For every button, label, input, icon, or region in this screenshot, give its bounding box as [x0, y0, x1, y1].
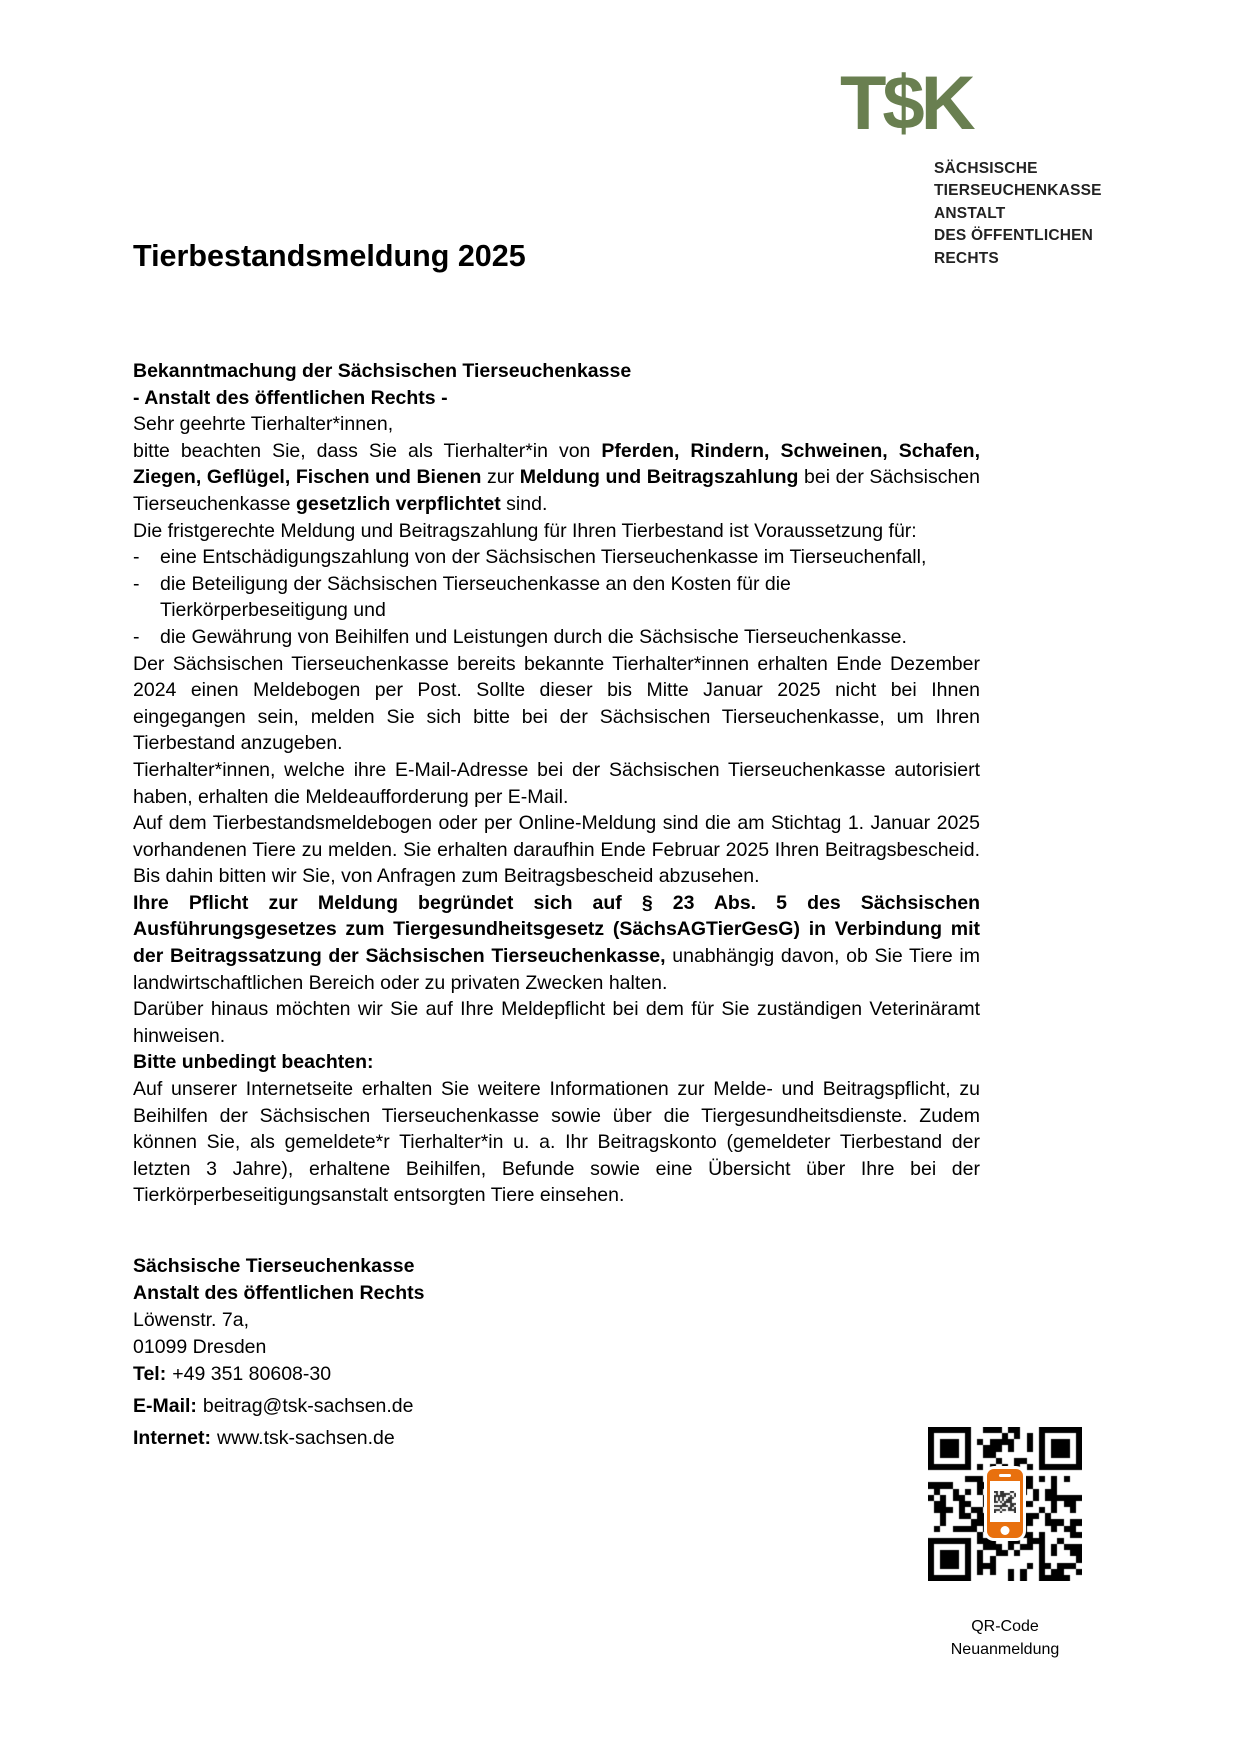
contact-street: Löwenstr. 7a,: [133, 1309, 249, 1331]
paragraph-meldebogen: [133, 651, 980, 811]
mini-qr-icon: [994, 1491, 1016, 1513]
contact-city: 01099 Dresden: [133, 1336, 267, 1358]
website-url: www.tsk-sachsen.de: [217, 1427, 395, 1449]
beachten-body: Auf unserer Internetseite erhalten Sie weitere Informationen zur Melde- und Beitragspflicht, zu Beihilfen der Sächsischen Tierseuchenkasse sowie über die Tiergesundheitsdienste. Zudem können Sie, als gemeldete*r Tierhalter*in u. a. Ihr Beitragskonto (gemeldeter Tierbestand der letzten 3 Jahre), erhaltene Beihilfen, Befunde sowie eine Übersicht über Ihre bei der Tierkörperbeseitigungsanstalt entsorgten Tiere einsehen.: [133, 1078, 980, 1207]
requirements-heading: Die fristgerechte Meldung und Beitragszahlung für Ihren Tierbestand ist Voraussetzung für:: [133, 519, 917, 542]
list-item-text: eine Entschädigungszahlung von der Sächsischen Tierseuchenkasse im Tierseuchenfall,: [160, 546, 927, 569]
email-label: E-Mail:: [133, 1395, 197, 1417]
contact-org-name: Sächsische Tierseuchenkasse: [133, 1255, 415, 1277]
logo-org-line: SÄCHSISCHE: [934, 160, 1038, 177]
contact-block: [133, 1253, 980, 1452]
list-item: [133, 624, 980, 651]
list-item-text: die Gewährung von Beihilfen und Leistungen durch die Sächsische Tierseuchenkasse.: [160, 625, 907, 648]
phone-label: Tel:: [133, 1363, 167, 1385]
bullet-dash: -: [133, 546, 140, 569]
qr-caption-line-1: QR-Code: [971, 1618, 1039, 1635]
list-item-text: die Beteiligung der Sächsischen Tierseuchenkasse an den Kosten für die Tierkörperbeseitigung und: [160, 572, 791, 622]
list-item: [133, 571, 980, 624]
logo-org-line: ANSTALT: [934, 204, 1006, 222]
paragraph-intro: bitte beachten Sie, dass Sie als Tierhalter*in von Pferden, Rindern, Schweinen, Schafen, Ziegen, Geflügel, Fischen und Bienen zur Meldung und Beitragszahlung bei der Sächsischen Tierseuchenkasse gesetzlich verpflichtet sind.: [133, 439, 980, 515]
paragraph-requirements: [133, 518, 980, 651]
paragraph-beachten: [133, 1049, 980, 1209]
logo-org-line: TIERSEUCHENKASSE: [934, 182, 1102, 200]
announcement-line-2: - Anstalt des öffentlichen Rechts -: [133, 386, 448, 409]
website-label: Internet:: [133, 1427, 211, 1449]
paragraph-veterinaeramt: Darüber hinaus möchten wir Sie auf Ihre Meldepflicht bei dem für Sie zuständigen Veterinäramt hinweisen.: [133, 998, 980, 1047]
phone-number: +49 351 80608-30: [172, 1363, 332, 1385]
list-item: [133, 544, 980, 571]
logo-org-line: RECHTS: [934, 249, 999, 267]
paragraph-meldepflicht: Ihre Pflicht zur Meldung begründet sich auf § 23 Abs. 5 des Sächsischen Ausführungsgesetzes zum Tiergesundheitsgesetz (SächsAGTierGesG) in Verbindung mit der Beitragssatzung der Sächsischen Tierseuchenkasse, unabhängig davon, ob Sie Tiere im landwirtschaftlichen Bereich oder zu privaten Zwecken halten.: [133, 891, 981, 994]
paragraph-meldebogen-1: Der Sächsischen Tierseuchenkasse bereits bekannte Tierhalter*innen erhalten Ende Dezember 2024 einen Meldebogen per Post. Sollte dieser bis Mitte Januar 2025 nicht bei Ihnen eingegangen sein, melden Sie sich bitte bei der Sächsischen Tierseuchenkasse, um Ihren Tierbestand anzugeben.: [133, 652, 980, 755]
phone-screen: [990, 1481, 1020, 1522]
salutation: Sehr geehrte Tierhalter*innen,: [133, 413, 394, 436]
qr-code-block: [928, 1427, 1082, 1661]
beachten-heading: Bitte unbedingt beachten:: [133, 1051, 374, 1074]
paragraph-stichtag: Auf dem Tierbestandsmeldebogen oder per Online-Meldung sind die am Stichtag 1. Januar 2025 vorhandenen Tiere zu melden. Sie erhalten daraufhin Ende Februar 2025 Ihren Beitragsbescheid. Bis dahin bitten wir Sie, von Anfragen zum Beitragsbescheid abzusehen.: [133, 812, 980, 888]
tsk-logo: T$K: [840, 61, 972, 146]
phone-speaker: [999, 1474, 1011, 1477]
logo-org-line: DES ÖFFENTLICHEN: [934, 227, 1094, 245]
letter-body: [133, 238, 980, 1452]
announcement-heading: [133, 358, 980, 411]
email-address: beitrag@tsk-sachsen.de: [202, 1395, 414, 1417]
page-title: Tierbestandsmeldung 2025: [133, 239, 526, 273]
contact-org-type: Anstalt des öffentlichen Rechts: [133, 1282, 425, 1304]
qr-code-image: [928, 1427, 1082, 1581]
phone-home-button: [1001, 1526, 1010, 1535]
paragraph-meldebogen-2: Tierhalter*innen, welche ihre E-Mail-Adresse bei der Sächsischen Tierseuchenkasse autorisiert haben, erhalten die Meldeaufforderung per E-Mail.: [133, 758, 980, 808]
contact-email: [133, 1393, 980, 1420]
bullet-dash: -: [133, 625, 140, 648]
smartphone-icon: [987, 1469, 1023, 1538]
contact-phone: [133, 1361, 980, 1388]
qr-caption-line-2: Neuanmeldung: [950, 1641, 1060, 1658]
contact-website: [133, 1425, 980, 1452]
announcement-line-1: Bekanntmachung der Sächsischen Tierseuchenkasse: [133, 360, 632, 382]
bullet-dash: -: [133, 572, 140, 595]
qr-caption: [928, 1615, 1082, 1661]
